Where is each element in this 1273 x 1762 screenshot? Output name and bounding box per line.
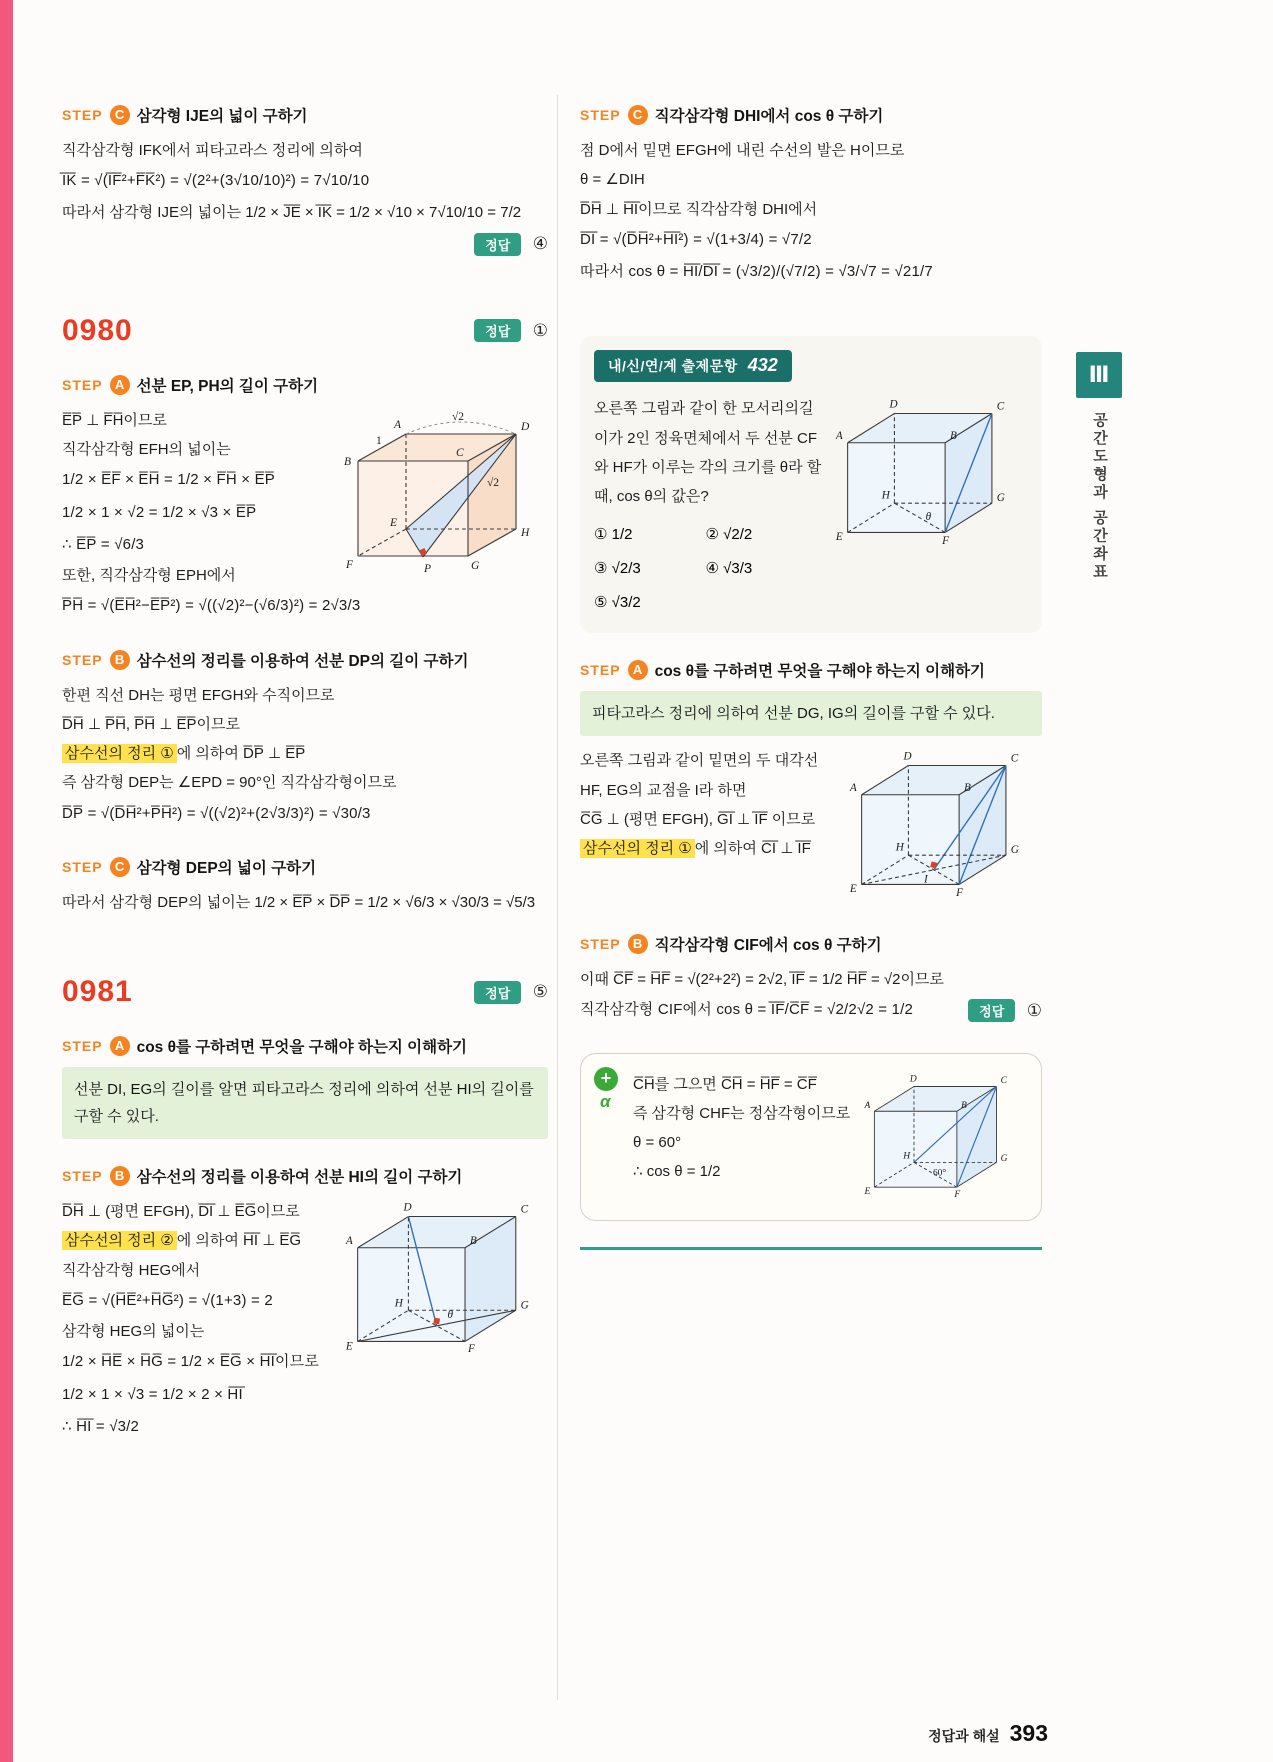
text-line: 즉 삼각형 CHF는 정삼각형이므로 bbox=[633, 1104, 851, 1122]
step-word: STEP bbox=[580, 107, 621, 123]
svg-text:D: D bbox=[903, 750, 912, 763]
text-line: 한편 직선 DH는 평면 EFGH와 수직이므로 bbox=[62, 686, 335, 704]
text-after-highlight: 에 의하여 H̅I̅ ⊥ E̅G̅ bbox=[176, 1232, 302, 1250]
formula-line: 1/2 × E̅F̅ × E̅H̅ = 1/2 × F̅H̅ × E̅P̅ bbox=[62, 471, 275, 489]
column-divider bbox=[557, 95, 558, 1700]
page-number: 393 bbox=[1009, 1720, 1048, 1746]
plus-alpha-icon: + bbox=[594, 1067, 618, 1091]
cube-diagram-432-plus bbox=[862, 1070, 1027, 1206]
plus-alpha-box bbox=[580, 1053, 1042, 1221]
choice-2: ② √2/2 bbox=[705, 526, 753, 544]
choice-1: ① 1/2 bbox=[594, 526, 633, 544]
svg-text:D: D bbox=[403, 1201, 412, 1214]
step-letter-badge: B bbox=[628, 934, 648, 954]
step-title: 삼수선의 정리를 이용하여 선분 HI의 길이 구하기 bbox=[136, 1169, 463, 1186]
step-letter-badge: A bbox=[628, 660, 648, 680]
answer-row bbox=[62, 233, 548, 256]
step-title: 삼각형 DEP의 넓이 구하기 bbox=[136, 859, 317, 877]
svg-text:H: H bbox=[521, 526, 530, 539]
formula-line: I̅K̅ = √(I̅F̅²+F̅K̅²) = √(2²+(3√10/10)²) = 7√10/10 bbox=[62, 172, 370, 190]
cube-diagram-432-solution bbox=[847, 746, 1042, 907]
text-line: 직각삼각형 EFH의 넓이는 bbox=[62, 441, 231, 458]
highlight-term: 삼수선의 정리 ① bbox=[62, 744, 177, 763]
svg-text:E: E bbox=[849, 883, 857, 896]
formula-line: D̅I̅ = √(D̅H̅²+H̅I̅²) = √(1+3/4) = √7/2 bbox=[580, 230, 812, 248]
cube-diagram-432-question bbox=[833, 394, 1028, 555]
problem-0981 bbox=[62, 975, 548, 1443]
left-column bbox=[62, 100, 548, 1443]
formula-line: 1/2 × 1 × √3 = 1/2 × 2 × H̅I̅ bbox=[62, 1385, 243, 1403]
question-statement: 오른쪽 그림과 같이 한 모서리의길이가 2인 정육면체에서 두 선분 CF와 HF가 이루는 각의 크기를 θ라 할 때, cos θ의 값은? bbox=[594, 400, 822, 505]
key-idea-box: 선분 DI, EG의 길이를 알면 피타고라스 정리에 의하여 선분 HI의 길이를 구할 수 있다. bbox=[62, 1067, 548, 1139]
svg-text:B: B bbox=[964, 782, 971, 795]
step-letter-badge: B bbox=[110, 1166, 130, 1186]
text-line: ∴ cos θ = 1/2 bbox=[633, 1163, 721, 1181]
page-spine-bar bbox=[0, 0, 13, 1762]
answer-number: ⑤ bbox=[532, 982, 548, 1001]
svg-text:D: D bbox=[909, 1074, 917, 1085]
svg-text:θ: θ bbox=[447, 1309, 453, 1322]
svg-text:√2: √2 bbox=[487, 476, 500, 489]
formula-line: 따라서 cos θ = H̅I̅/D̅I̅ = (√3/2)/(√7/2) = √3/√7 = √21/7 bbox=[580, 263, 933, 280]
linked-problem-number: 432 bbox=[747, 355, 778, 376]
answer-number: ① bbox=[532, 320, 548, 340]
svg-text:B: B bbox=[344, 455, 352, 468]
section-432-step-b bbox=[580, 933, 1042, 1027]
text-line: 즉 삼각형 DEP는 ∠EPD = 90°인 직각삼각형이므로 bbox=[62, 774, 397, 792]
svg-text:D: D bbox=[521, 420, 530, 433]
chapter-side-tab bbox=[1076, 352, 1122, 581]
svg-text:G: G bbox=[471, 559, 480, 572]
step-word: STEP bbox=[62, 858, 103, 875]
answer-row bbox=[474, 319, 548, 342]
step-title: cos θ를 구하려면 무엇을 구해야 하는지 이해하기 bbox=[136, 1039, 468, 1056]
svg-text:G: G bbox=[996, 492, 1005, 505]
formula-line: 직각삼각형 CIF에서 cos θ = I̅F̅/C̅F̅ = √2/2√2 = 1/2 bbox=[580, 1001, 914, 1019]
svg-text:E: E bbox=[345, 1340, 353, 1353]
chapter-title-vertical: 공간도형과 공간좌표 bbox=[1091, 412, 1108, 582]
step-title: 직각삼각형 DHI에서 cos θ 구하기 bbox=[654, 108, 884, 125]
formula-line: 1/2 × H̅E̅ × H̅G̅ = 1/2 × E̅G̅ × H̅I̅이므로 bbox=[62, 1353, 320, 1371]
step-title: 삼수선의 정리를 이용하여 선분 DP의 길이 구하기 bbox=[136, 652, 469, 670]
step-letter-badge: A bbox=[110, 1036, 130, 1056]
formula-line: P̅H̅ = √(E̅H̅²−E̅P̅²) = √((√2)²−(√6/3)²) = 2√3/3 bbox=[62, 597, 361, 615]
question-text bbox=[594, 394, 823, 615]
text-line: D̅H̅ ⊥ P̅H̅, P̅H̅ ⊥ E̅P̅이므로 bbox=[62, 715, 240, 733]
highlight-term: 삼수선의 정리 ① bbox=[580, 839, 695, 858]
svg-text:1: 1 bbox=[376, 434, 382, 447]
step-letter-badge: C bbox=[110, 105, 130, 125]
solution-text bbox=[62, 406, 328, 591]
choice-5: ⑤ √3/2 bbox=[594, 594, 641, 612]
right-column bbox=[580, 100, 1042, 1250]
text-line: 점 D에서 밑면 EFGH에 내린 수선의 발은 H이므로 bbox=[580, 142, 905, 159]
answer-number: ④ bbox=[532, 234, 548, 254]
highlight-line bbox=[580, 834, 837, 863]
svg-text:A: A bbox=[394, 418, 402, 431]
text-after-highlight: 에 의하여 C̅I̅ ⊥ I̅F̅ bbox=[694, 840, 811, 857]
text-line: θ = ∠DIH bbox=[580, 171, 645, 189]
svg-text:θ: θ bbox=[925, 511, 932, 524]
text-line: 오른쪽 그림과 같이 밑면의 두 대각선 HF, EG의 교점을 I라 하면 bbox=[580, 752, 819, 799]
svg-text:P: P bbox=[424, 562, 432, 575]
text-line: D̅H̅ ⊥ H̅I̅이므로 직각삼각형 DHI에서 bbox=[580, 200, 818, 218]
svg-text:B: B bbox=[961, 1100, 967, 1111]
plus-alpha-text bbox=[633, 1070, 852, 1187]
solution-text bbox=[580, 746, 837, 863]
svg-text:C: C bbox=[1010, 752, 1019, 765]
section-end-rule bbox=[580, 1247, 1042, 1250]
text-line: 삼각형 HEG의 넓이는 bbox=[62, 1323, 205, 1340]
formula-line: E̅G̅ = √(H̅E̅²+H̅G̅²) = √(1+3) = 2 bbox=[62, 1291, 273, 1309]
problem-number: 0981 bbox=[62, 975, 133, 1008]
svg-text:G: G bbox=[1010, 844, 1019, 857]
step-title: 선분 EP, PH의 길이 구하기 bbox=[136, 377, 319, 395]
text-line: 직각삼각형 HEG에서 bbox=[62, 1261, 201, 1279]
svg-text:A: A bbox=[835, 430, 843, 443]
answer-row bbox=[474, 981, 548, 1004]
svg-text:H: H bbox=[903, 1150, 911, 1161]
text-line: 따라서 삼각형 IJE의 넓이는 1/2 × J̅E̅ × I̅K̅ = 1/2 × √10 × 7√10/10 = 7/2 bbox=[62, 203, 522, 221]
svg-text:H: H bbox=[881, 489, 890, 502]
choice-4: ④ √3/3 bbox=[705, 560, 753, 578]
step-word: STEP bbox=[62, 1038, 103, 1054]
step-letter-badge: A bbox=[110, 375, 130, 395]
answer-pill: 정답 bbox=[474, 233, 521, 256]
text-after-highlight: 에 의하여 D̅P̅ ⊥ E̅P̅ bbox=[176, 745, 306, 762]
svg-text:F: F bbox=[346, 558, 354, 571]
svg-text:B: B bbox=[469, 1234, 477, 1247]
svg-text:F: F bbox=[467, 1343, 475, 1356]
highlight-term: 삼수선의 정리 ② bbox=[62, 1231, 177, 1250]
svg-text:A: A bbox=[345, 1234, 353, 1247]
key-idea-box: 피타고라스 정리에 의하여 선분 DG, IG의 길이를 구할 수 있다. bbox=[580, 691, 1042, 736]
section-step-c-dhi bbox=[580, 104, 1042, 288]
answer-number: ① bbox=[1026, 1000, 1042, 1020]
step-letter-badge: C bbox=[110, 857, 130, 877]
answer-pill: 정답 bbox=[474, 319, 521, 342]
step-word: STEP bbox=[62, 376, 103, 393]
section-432-step-a bbox=[580, 659, 1042, 907]
highlight-line bbox=[62, 1226, 333, 1255]
svg-text:F: F bbox=[942, 535, 950, 548]
step-word: STEP bbox=[62, 107, 103, 123]
svg-text:E: E bbox=[390, 516, 398, 529]
svg-text:C: C bbox=[456, 446, 464, 459]
step-word: STEP bbox=[580, 662, 621, 679]
svg-text:F: F bbox=[954, 1189, 961, 1200]
svg-text:E: E bbox=[835, 531, 843, 544]
text-line: θ = 60° bbox=[633, 1134, 682, 1152]
step-title: 직각삼각형 CIF에서 cos θ 구하기 bbox=[654, 937, 882, 955]
page-footer bbox=[878, 1720, 1048, 1747]
svg-text:H: H bbox=[895, 841, 904, 854]
svg-text:H: H bbox=[394, 1297, 403, 1310]
svg-text:A: A bbox=[864, 1100, 871, 1111]
step-word: STEP bbox=[62, 651, 103, 668]
linked-problem-header bbox=[594, 350, 792, 382]
footer-label: 정답과 해설 bbox=[928, 1728, 1000, 1744]
problem-0980 bbox=[62, 314, 548, 917]
step-title: 삼각형 IJE의 넓이 구하기 bbox=[136, 108, 308, 125]
text-line: E̅P̅ ⊥ F̅H̅이므로 bbox=[62, 411, 167, 429]
solution-text bbox=[62, 1197, 333, 1443]
answer-pill: 정답 bbox=[474, 981, 521, 1004]
choice-list bbox=[594, 523, 809, 615]
svg-text:F: F bbox=[956, 887, 964, 900]
section-continued-step-c bbox=[62, 104, 548, 256]
text-line: 직각삼각형 IFK에서 피타고라스 정리에 의하여 bbox=[62, 142, 363, 159]
svg-text:B: B bbox=[950, 430, 957, 443]
text-line: 또한, 직각삼각형 EPH에서 bbox=[62, 567, 236, 584]
highlight-line bbox=[62, 739, 548, 768]
svg-text:A: A bbox=[849, 782, 857, 795]
linked-problem-header-label: 내/신/연/계 출제문항 bbox=[608, 357, 738, 374]
text-line: D̅H̅ ⊥ (평면 EFGH), D̅I̅ ⊥ E̅G̅이므로 bbox=[62, 1203, 300, 1220]
step-title: cos θ를 구하려면 무엇을 구해야 하는지 이해하기 bbox=[654, 663, 986, 681]
svg-text:C: C bbox=[520, 1203, 529, 1216]
svg-text:C: C bbox=[996, 400, 1005, 413]
svg-text:60°: 60° bbox=[932, 1168, 947, 1179]
step-word: STEP bbox=[580, 936, 621, 953]
answer-row bbox=[968, 999, 1042, 1022]
text-line: C̅H̅를 그으면 C̅H̅ = H̅F̅ = C̅F̅ bbox=[633, 1075, 817, 1093]
alpha-glyph: α bbox=[600, 1091, 611, 1111]
problem-number: 0980 bbox=[62, 313, 133, 347]
step-letter-badge: B bbox=[110, 650, 130, 670]
text-line: 이때 C̅F̅ = H̅F̅ = √(2²+2²) = 2√2, I̅F̅ = 1/2 H̅F̅ = √2이므로 bbox=[580, 971, 944, 989]
formula-line: ∴ H̅I̅ = √3/2 bbox=[62, 1417, 140, 1435]
linked-problem-432-box bbox=[580, 336, 1042, 633]
text-line: 따라서 삼각형 DEP의 넓이는 1/2 × E̅P̅ × D̅P̅ = 1/2 × √6/3 × √30/3 = √5/3 bbox=[62, 893, 536, 911]
step-letter-badge: C bbox=[628, 105, 648, 125]
chapter-roman-numeral: Ⅲ bbox=[1076, 352, 1122, 398]
svg-text:D: D bbox=[889, 398, 898, 411]
step-word: STEP bbox=[62, 1168, 103, 1184]
formula-line: ∴ E̅P̅ = √6/3 bbox=[62, 535, 145, 553]
svg-text:√2: √2 bbox=[452, 410, 465, 423]
svg-text:G: G bbox=[520, 1299, 529, 1312]
formula-line: D̅P̅ = √(D̅H̅²+P̅H̅²) = √((√2)²+(2√3/3)²) = √30/3 bbox=[62, 804, 371, 822]
formula-line: 1/2 × 1 × √2 = 1/2 × √3 × E̅P̅ bbox=[62, 503, 257, 521]
text-line: C̅G̅ ⊥ (평면 EFGH), G̅I̅ ⊥ I̅F̅ 이므로 bbox=[580, 810, 816, 828]
svg-text:C: C bbox=[1000, 1075, 1007, 1086]
choice-3: ③ √2/3 bbox=[594, 560, 641, 578]
cube-diagram-0981 bbox=[343, 1197, 548, 1368]
svg-text:E: E bbox=[864, 1186, 871, 1197]
svg-text:G: G bbox=[1000, 1153, 1008, 1164]
cube-diagram-0980 bbox=[338, 406, 548, 581]
answer-pill: 정답 bbox=[968, 999, 1015, 1022]
svg-text:I: I bbox=[924, 873, 928, 886]
